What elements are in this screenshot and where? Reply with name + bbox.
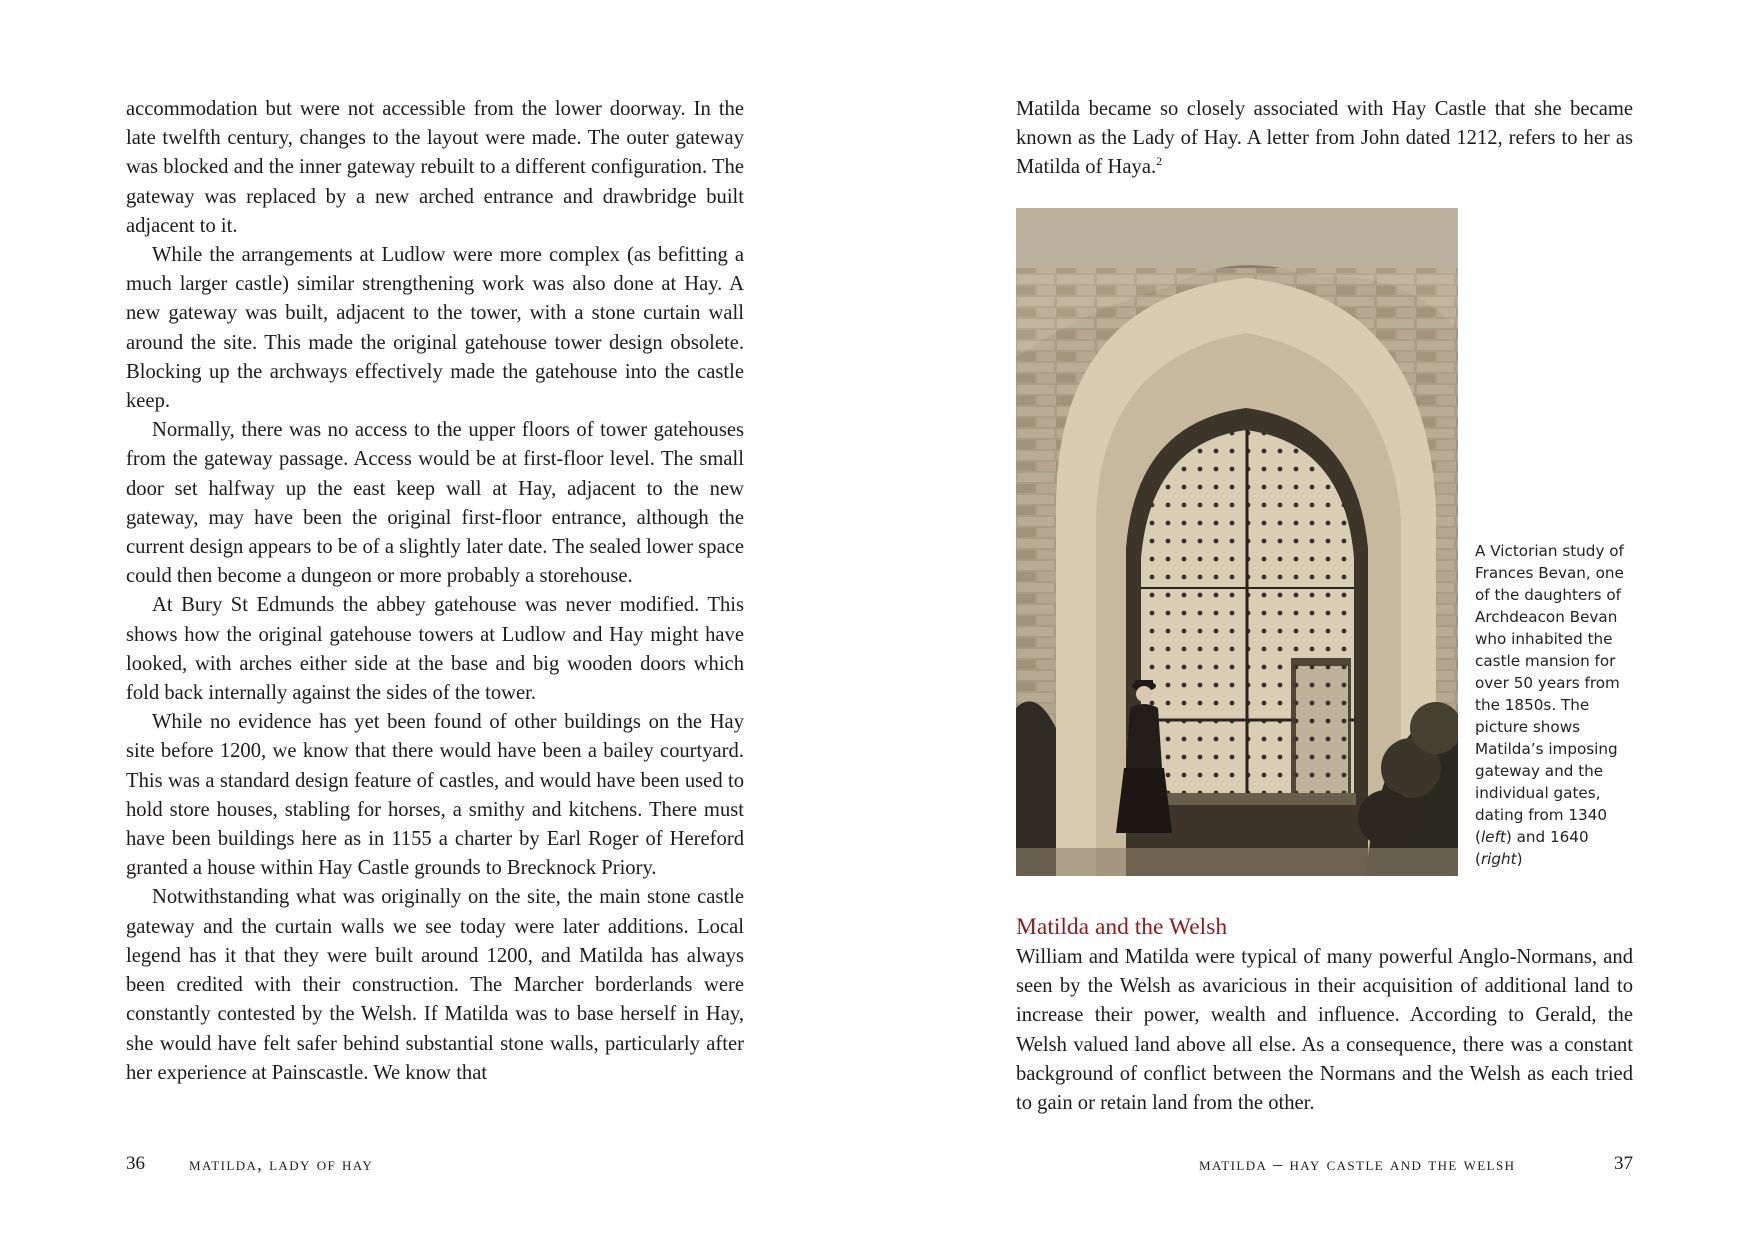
running-head: matilda, lady of hay — [189, 1154, 374, 1174]
paragraph: While the arrangements at Ludlow were more complex (as befitting a much larger castle) similar strengthening work was also done at Hay. A new gateway was built, adjacent to the tower, with a stone curtain wall around the site. This made the original gatehouse tower design obsolete. Blocking up the archways effectively made the gatehouse into the castle keep. — [126, 244, 744, 413]
right-page — [875, 0, 1749, 1241]
intro-text: Matilda became so closely associated with Hay Castle that she became known as the Lady of Hay. A letter from John dated 1212, refers to her as Matilda of Haya. — [1016, 98, 1633, 179]
caption-end: ) — [1516, 850, 1523, 868]
caption-text: A Victorian study of Frances Bevan, one of the daughters of Archdeacon Bevan who inhabited the castle mansion for over 50 years from the 1850s. The picture shows Matilda’s imposing gateway and the individual gates, dating from 1340 ( — [1475, 542, 1624, 846]
caption-right-word: right — [1480, 850, 1517, 868]
paragraph: While no evidence has yet been found of other buildings on the Hay site before 1200, we know that there would have been a bailey courtyard. This was a standard design feature of castles, and would have been used to hold store houses, stabling for horses, a smithy and kitchens. There must have been buildings here as in 1155 a charter by Earl Roger of Hereford granted a house within Hay Castle grounds to Brecknock Priory. — [126, 711, 744, 880]
left-page — [0, 0, 874, 1241]
caption-middle: ) and 1640 ( — [1475, 828, 1589, 868]
right-intro-text — [1016, 95, 1633, 183]
left-body-text — [126, 95, 744, 1088]
running-head: matilda – hay castle and the welsh — [1199, 1154, 1516, 1174]
paragraph: At Bury St Edmunds the abbey gatehouse was never modified. This shows how the original gatehouse towers at Ludlow and Hay might have looked, with arches either side at the base and big wooden doors which fold back internally against the sides of the tower. — [126, 594, 744, 705]
paragraph: William and Matilda were typical of many powerful Anglo-Normans, and seen by the Welsh as avaricious in their acquisition of additional land to increase their power, wealth and influence. According to Gerald, the Welsh valued land above all else. As a consequence, there was a constant background of conflict between the Normans and the Welsh as each tried to gain or retain land from the other. — [1016, 946, 1633, 1115]
page-number: 37 — [1614, 1153, 1633, 1174]
gateway-photograph — [1016, 208, 1458, 876]
section-body-text — [1016, 943, 1633, 1118]
page-number: 36 — [126, 1153, 145, 1174]
paragraph — [1016, 95, 1633, 183]
caption-left-word: left — [1480, 828, 1506, 846]
section-heading: Matilda and the Welsh — [1016, 914, 1228, 940]
paragraph: Normally, there was no access to the upper floors of tower gatehouses from the gateway passage. Access would be at first-floor level. The small door set halfway up the east keep wall at Hay, adjacent to the new gateway, may have been the original first-floor entrance, although the current design appears to be of a slightly later date. The sealed lower space could then become a dungeon or more probably a storehouse. — [126, 419, 744, 588]
photo-caption — [1475, 540, 1640, 870]
paragraph: accommodation but were not accessible from the lower doorway. In the late twelfth century, changes to the layout were made. The outer gateway was blocked and the inner gateway rebuilt to a different configuration. The gateway was replaced by a new arched entrance and drawbridge built adjacent to it. — [126, 98, 744, 237]
paragraph: Notwithstanding what was originally on the site, the main stone castle gateway and the curtain walls we see today were later additions. Local legend has it that they were built around 1200, and Matilda has always been credited with their construction. The Marcher borderlands were constantly contested by the Welsh. If Matilda was to base herself in Hay, she would have felt safer behind substantial stone walls, particularly after her experience at Painscastle. We know that — [126, 886, 744, 1084]
footnote-marker: 2 — [1156, 154, 1163, 169]
